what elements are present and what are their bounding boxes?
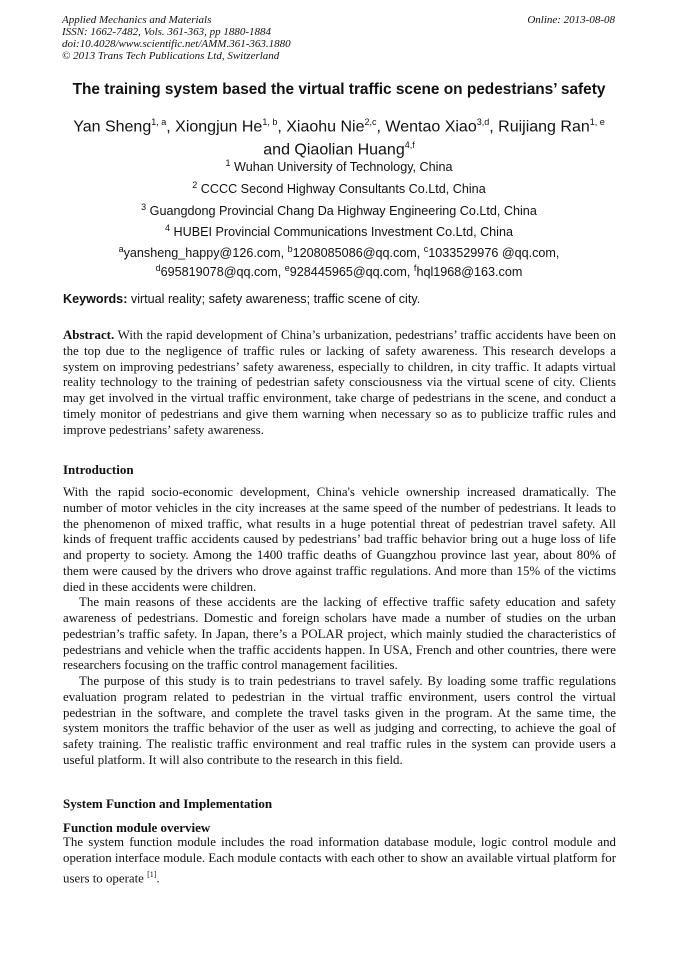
- author-name: Xiongjun He: [175, 118, 263, 136]
- affiliation-text: HUBEI Provincial Communications Investment Co.Ltd, China: [173, 225, 513, 240]
- keywords-text: virtual reality; safety awareness; traffic scene of city.: [130, 292, 421, 306]
- affiliation-sup: 1: [225, 158, 231, 168]
- affiliation-text: CCCC Second Highway Consultants Co.Ltd, China: [200, 182, 486, 197]
- affiliation-sup: 4: [165, 223, 171, 233]
- affiliation-sup: 2: [192, 180, 198, 190]
- author-sup: 1, e: [589, 117, 605, 127]
- journal-header: [62, 14, 615, 62]
- email-line-1: [40, 242, 638, 261]
- email-list: [40, 242, 638, 280]
- affiliation-text: Wuhan University of Technology, China: [234, 160, 453, 175]
- author-name: Xiaohu Nie: [286, 118, 365, 136]
- affiliation-sup: 3: [141, 202, 147, 212]
- author-name: Ruijiang Ran: [498, 118, 590, 136]
- affiliation-text: Guangdong Provincial Chang Da Highway Engineering Co.Ltd, China: [149, 204, 537, 219]
- intro-paragraph: The purpose of this study is to train pedestrians to travel safely. By loading some traffic regulations evaluation program related to pedestrian in the virtual traffic environment, users control the virtual pedestrian in the software, and complete the travel tasks given in the program. At the same time, the system monitors the traffic behavior of the user as well as judging and correcting, to achieve the goal of safety training. The realistic traffic environment and real traffic rules in the system can provide users a useful platform. It will also contribute to the research in this field.: [63, 674, 616, 767]
- author-sup: 2,c: [364, 117, 377, 127]
- affiliation: [40, 156, 638, 175]
- paper-title: The training system based the virtual traffic scene on pedestrians’ safety: [72, 81, 606, 98]
- abstract: [63, 328, 616, 438]
- email-sup: b: [287, 244, 293, 254]
- author-line-1: Yan Sheng$^{1, a}$, Xiongjun He$^{1, b}$, Xiaohu Nie$^{2,c}$, Wentao Xiao$^{3,d}$, Ruijiang Ran$^{1, e}$: [73, 117, 605, 136]
- email-sup: e: [284, 263, 290, 274]
- system-text: The system function module includes the road information database module, logic control module and operation interface module. Each module contacts with each other to show an available virtual platform for users to operate: [63, 835, 616, 885]
- function-subheading: Function module overview: [63, 820, 211, 835]
- keywords-line: [63, 292, 616, 307]
- affiliation: [40, 200, 638, 219]
- email-address: 1033529976 @qq.com,: [428, 246, 560, 261]
- author-name: Qiaolian Huang: [294, 141, 405, 159]
- author-sup: 3,d: [476, 117, 490, 127]
- email-address: yansheng_happy@126.com,: [123, 246, 285, 261]
- email-address: 695819078@qq.com,: [160, 265, 282, 280]
- intro-paragraph: With the rapid socio-economic development, China's vehicle ownership increased dramatically. The number of motor vehicles in the city increases at the same speed of the number of pedestrians. It leads to the phenomenon of mixed traffic, what results in a huge potential threat of pedestrian travel safety. All kinds of frequent traffic accidents caused by pedestrians’ bad traffic behavior bring out a huge loss of life and property to society. Among the 1400 traffic deaths of Guangzhou province last year, about 80% of them were caused by the drivers who drove against traffic regulations. And more than 15% of the victims died in these accidents were children.: [63, 485, 616, 594]
- abstract-label: Abstract.: [63, 328, 115, 342]
- affiliation: [40, 178, 638, 197]
- email-sup: f: [413, 263, 417, 274]
- affiliation: [40, 221, 638, 240]
- journal-name: Applied Mechanics and Materials: [62, 14, 212, 26]
- abstract-text: With the rapid development of China’s urbanization, pedestrians’ traffic accidents have been on the top due to the negligence of traffic rules or lacking of safety awareness. This research develops a system on improving pedestrians’ safety awareness, especially to children, in city traffic. It adapts virtual reality technology to the training of pedestrian safety consciousness via the virtual scene of city. Clients may get involved in the virtual traffic environment, take charge of pedestrians in the scene, and conduct a timely monitor of pedestrians and give them warning when necessary so as to publicize traffic rules and improve pedestrians’ safety awareness.: [63, 328, 616, 437]
- introduction-heading: Introduction: [63, 462, 134, 477]
- author-name: Wentao Xiao: [385, 118, 477, 136]
- copyright-line: © 2013 Trans Tech Publications Ltd, Switzerland: [62, 50, 280, 62]
- author-sup: 1, a: [151, 117, 167, 127]
- intro-paragraph: The main reasons of these accidents are the lacking of effective traffic safety education and safety awareness of pedestrians. Domestic and foreign scholars have made a number of studies on the urban pedestrian’s traffic safety. In Japan, there’s a POLAR project, which mainly studied the characteristics of pedestrians and vehicle when the traffic accidents happen. In USA, French and other countries, there were researchers focusing on the traffic control management facilities.: [63, 595, 616, 673]
- issn-line: ISSN: 1662-7482, Vols. 361-363, pp 1880-1884: [62, 26, 271, 38]
- email-sup: a: [118, 244, 124, 254]
- email-sup: d: [155, 263, 161, 274]
- author-sup: 4,f: [404, 140, 415, 151]
- email-address: 928445965@qq.com,: [289, 265, 411, 280]
- email-address: hql1968@163.com: [416, 265, 523, 280]
- author-sup: 1, b: [262, 117, 278, 127]
- email-sup: c: [423, 244, 429, 254]
- author-name: Yan Sheng: [73, 118, 152, 136]
- introduction-body: [63, 485, 616, 769]
- system-text-end: .: [156, 870, 160, 885]
- email-address: 1208085086@qq.com,: [292, 246, 421, 261]
- keywords-label: Keywords:: [63, 292, 128, 306]
- email-line-2: [40, 261, 638, 280]
- author-list: [40, 113, 638, 160]
- system-body: [63, 835, 616, 887]
- online-date: Online: 2013-08-08: [527, 14, 615, 26]
- citation-ref: [1]: [147, 869, 157, 879]
- doi-line: doi:10.4028/www.scientific.net/AMM.361-363.1880: [62, 38, 291, 50]
- author-and: and: [263, 141, 290, 159]
- system-heading: System Function and Implementation: [63, 796, 273, 811]
